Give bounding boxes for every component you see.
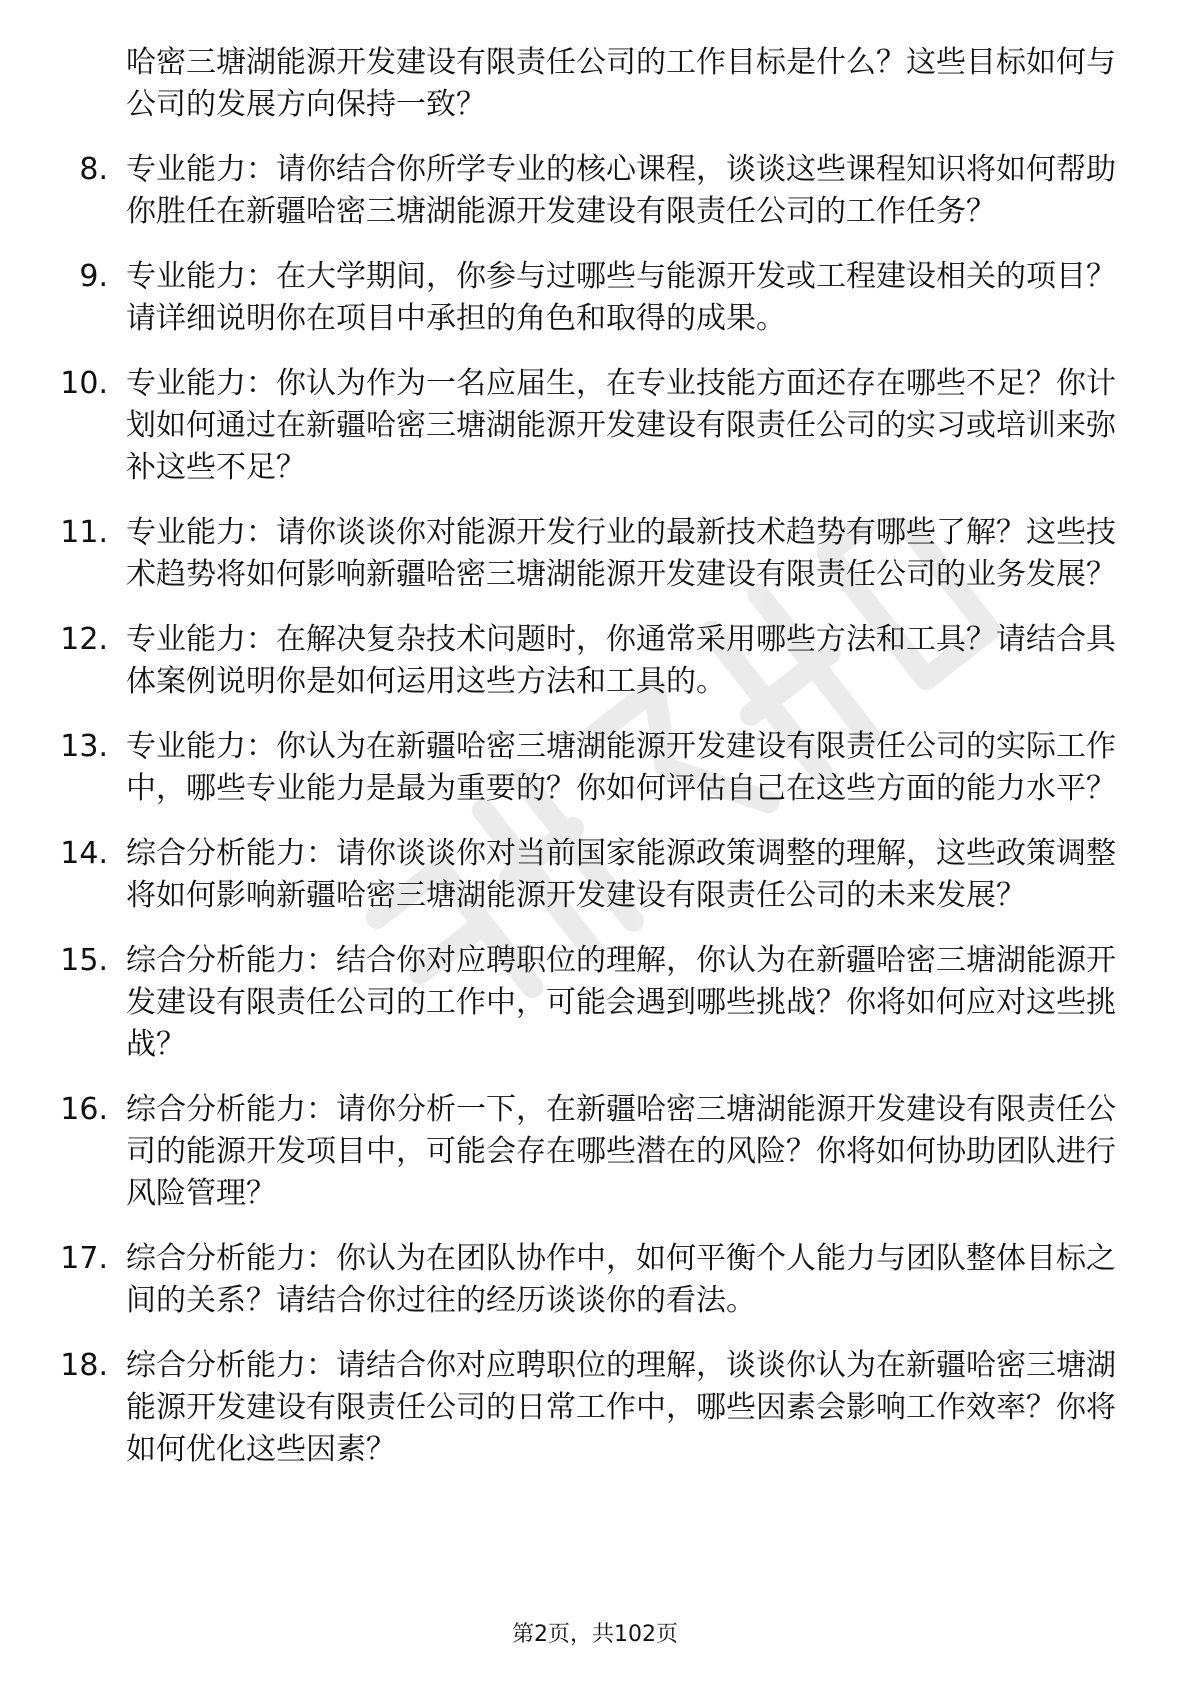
item-number: 10. [60, 366, 108, 401]
item-text: 综合分析能力：结合你对应聘职位的理解，你认为在新疆哈密三塘湖能源开发建设有限责任公司的工作中，可能会遇到哪些挑战？你将如何应对这些挑战？ [126, 943, 1116, 1062]
list-item [0, 940, 1190, 1066]
list-item [0, 256, 1190, 340]
item-number: 16. [60, 1092, 108, 1127]
item-text: 综合分析能力：请你谈谈你对当前国家能源政策调整的理解，这些政策调整将如何影响新疆哈密三塘湖能源开发建设有限责任公司的未来发展？ [126, 836, 1116, 913]
list-item [0, 1238, 1190, 1322]
list-item [0, 726, 1190, 810]
list-item [0, 1345, 1190, 1471]
item-number: 18. [60, 1348, 108, 1383]
list-item [0, 1089, 1190, 1215]
item-text: 哈密三塘湖能源开发建设有限责任公司的工作目标是什么？这些目标如何与公司的发展方向保持一致？ [126, 45, 1116, 122]
list-item [0, 363, 1190, 489]
item-text: 专业能力：在大学期间，你参与过哪些与能源开发或工程建设相关的项目？请详细说明你在项目中承担的角色和取得的成果。 [126, 259, 1116, 336]
list-item [0, 149, 1190, 233]
item-text: 综合分析能力：请结合你对应聘职位的理解，谈谈你认为在新疆哈密三塘湖能源开发建设有限责任公司的日常工作中，哪些因素会影响工作效率？你将如何优化这些因素？ [126, 1348, 1116, 1467]
item-text: 专业能力：请你结合你所学专业的核心课程，谈谈这些课程知识将如何帮助你胜任在新疆哈密三塘湖能源开发建设有限责任公司的工作任务？ [126, 152, 1116, 229]
item-text: 专业能力：你认为作为一名应届生，在专业技能方面还存在哪些不足？你计划如何通过在新疆哈密三塘湖能源开发建设有限责任公司的实习或培训来弥补这些不足？ [126, 366, 1116, 485]
item-text: 专业能力：你认为在新疆哈密三塘湖能源开发建设有限责任公司的实际工作中，哪些专业能力是最为重要的？你如何评估自己在这些方面的能力水平？ [126, 729, 1116, 806]
item-number: 11. [60, 515, 108, 550]
item-number: 9. [79, 259, 108, 294]
item-text: 专业能力：在解决复杂技术问题时，你通常采用哪些方法和工具？请结合具体案例说明你是如何运用这些方法和工具的。 [126, 622, 1116, 699]
item-number: 8. [79, 152, 108, 187]
page-footer: 第2页，共102页 [512, 1622, 678, 1647]
item-number: 14. [60, 836, 108, 871]
item-number: 12. [60, 622, 108, 657]
item-text: 综合分析能力：请你分析一下，在新疆哈密三塘湖能源开发建设有限责任公司的能源开发项目中，可能会存在哪些潜在的风险？你将如何协助团队进行风险管理？ [126, 1092, 1116, 1211]
item-text: 综合分析能力：你认为在团队协作中，如何平衡个人能力与团队整体目标之间的关系？请结合你过往的经历谈谈你的看法。 [126, 1241, 1116, 1318]
item-number: 15. [60, 943, 108, 978]
item-number: 17. [60, 1241, 108, 1276]
item-number: 13. [60, 729, 108, 764]
list-item [0, 42, 1190, 126]
list-item [0, 512, 1190, 596]
list-item [0, 619, 1190, 703]
item-text: 专业能力：请你谈谈你对能源开发行业的最新技术趋势有哪些了解？这些技术趋势将如何影响新疆哈密三塘湖能源开发建设有限责任公司的业务发展？ [126, 515, 1116, 592]
question-list [0, 42, 1190, 1494]
list-item [0, 833, 1190, 917]
